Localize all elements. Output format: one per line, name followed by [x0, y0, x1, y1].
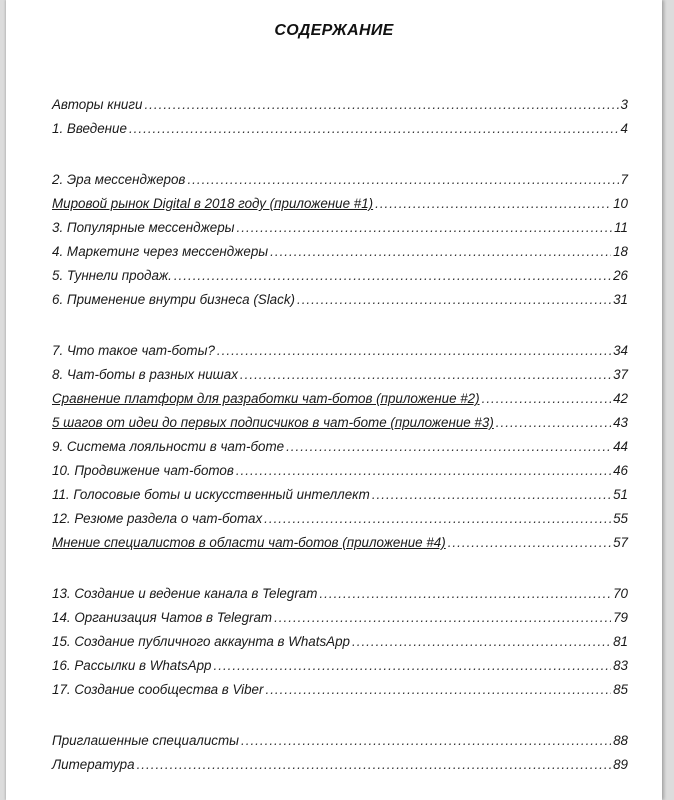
- toc-entry: [52, 511, 628, 531]
- dot-leader: [264, 511, 611, 526]
- toc-page-number: 79: [613, 610, 628, 625]
- toc-page-number: 42: [613, 391, 628, 406]
- toc-entry: [52, 487, 628, 507]
- toc-entry-label: 17. Создание сообщества в Viber: [52, 682, 264, 697]
- toc-page-number: 4: [620, 121, 628, 136]
- toc-entry-label: 5. Туннели продаж.: [52, 268, 172, 283]
- dot-leader: [240, 367, 611, 382]
- toc-page-number: 18: [613, 244, 628, 259]
- toc-entry-label: 5 шагов от идеи до первых подписчиков в чат-боте (приложение #3): [52, 415, 494, 430]
- dot-leader: [496, 415, 611, 430]
- toc-entry: [52, 244, 628, 264]
- toc-entry-label: Мировой рынок Digital в 2018 году (приложение #1): [52, 196, 374, 211]
- toc-entry: [52, 220, 628, 240]
- toc-page-number: 34: [613, 343, 628, 358]
- toc-page-number: 37: [613, 367, 628, 382]
- toc-entry-label: 10. Продвижение чат-ботов: [52, 463, 234, 478]
- toc-entry: [52, 682, 628, 702]
- toc-link-entry[interactable]: [52, 415, 628, 435]
- toc-entry-label: 9. Система лояльности в чат-боте: [52, 439, 285, 454]
- toc-entry-label: 14. Организация Чатов в Telegram: [52, 610, 273, 625]
- toc-entry: [52, 610, 628, 630]
- toc-page-number: 3: [620, 97, 628, 112]
- page-title: СОДЕРЖАНИЕ: [274, 22, 394, 39]
- dot-leader: [482, 391, 612, 406]
- dot-leader: [241, 733, 611, 748]
- toc-entry: [52, 439, 628, 459]
- toc-entry: [52, 634, 628, 654]
- dot-leader: [270, 244, 611, 259]
- toc-entry-label: 3. Популярные мессенджеры: [52, 220, 235, 235]
- toc-page-number: 31: [613, 292, 628, 307]
- toc-entry-label: Авторы книги: [52, 97, 143, 112]
- toc-page-number: 46: [613, 463, 628, 478]
- toc-page-number: 70: [613, 586, 628, 601]
- toc-link-entry[interactable]: [52, 391, 628, 411]
- toc-entry-label: 8. Чат-боты в разных нишах: [52, 367, 238, 382]
- toc-page-number: 7: [620, 172, 628, 187]
- dot-leader: [286, 439, 611, 454]
- toc-entry: [52, 292, 628, 312]
- dot-leader: [237, 220, 613, 235]
- toc-entry: [52, 463, 628, 483]
- dot-leader: [265, 682, 611, 697]
- toc-page-number: 26: [613, 268, 628, 283]
- toc-entry: [52, 658, 628, 678]
- toc-page-number: 43: [613, 415, 628, 430]
- toc-page-number: 55: [613, 511, 628, 526]
- toc-entry-label: 16. Рассылки в WhatsApp: [52, 658, 212, 673]
- toc-entry: [52, 586, 628, 606]
- dot-leader: [274, 610, 611, 625]
- dot-leader: [319, 586, 611, 601]
- toc-entry-label: 7. Что такое чат-боты?: [52, 343, 215, 358]
- toc-page-number: 83: [613, 658, 628, 673]
- toc-entry-label: 15. Создание публичного аккаунта в WhatsApp: [52, 634, 350, 649]
- toc-page-number: 57: [613, 535, 628, 550]
- toc-entry: [52, 268, 628, 288]
- toc-entry-label: 2. Эра мессенджеров: [52, 172, 186, 187]
- toc-entry-label: 6. Применение внутри бизнеса (Slack): [52, 292, 295, 307]
- dot-leader: [217, 343, 611, 358]
- toc-entry: [52, 121, 628, 141]
- toc-entry-label: 13. Создание и ведение канала в Telegram: [52, 586, 318, 601]
- dot-leader: [174, 268, 611, 283]
- dot-leader: [187, 172, 618, 187]
- dot-leader: [375, 196, 611, 211]
- toc-entry-label: 12. Резюме раздела о чат-ботах: [52, 511, 263, 526]
- toc-entry: [52, 367, 628, 387]
- toc-entry-label: Сравнение платформ для разработки чат-ботов (приложение #2): [52, 391, 480, 406]
- toc-entry-label: 4. Маркетинг через мессенджеры: [52, 244, 269, 259]
- toc-page-number: 11: [614, 220, 628, 235]
- toc-page-number: 88: [613, 733, 628, 748]
- toc-entry: [52, 172, 628, 192]
- toc-entry: [52, 733, 628, 753]
- toc-entry: [52, 97, 628, 117]
- dot-leader: [297, 292, 611, 307]
- dot-leader: [214, 658, 612, 673]
- toc-page-number: 44: [613, 439, 628, 454]
- dot-leader: [129, 121, 619, 136]
- document-page: [6, 0, 662, 800]
- toc-link-entry[interactable]: [52, 196, 628, 216]
- toc-page-number: 10: [613, 196, 628, 211]
- toc-page-number: 51: [613, 487, 628, 502]
- dot-leader: [144, 97, 618, 112]
- toc-entry-label: Мнение специалистов в области чат-ботов (приложение #4): [52, 535, 446, 550]
- toc-entry-label: Литература: [52, 757, 135, 772]
- toc-entry: [52, 343, 628, 363]
- dot-leader: [448, 535, 611, 550]
- toc-entry-label: Приглашенные специалисты: [52, 733, 239, 748]
- dot-leader: [372, 487, 611, 502]
- toc-entry-label: 1. Введение: [52, 121, 127, 136]
- toc-page-number: 81: [613, 634, 628, 649]
- toc-entry-label: 11. Голосовые боты и искусственный интеллект: [52, 487, 370, 502]
- toc-entry: [52, 757, 628, 777]
- toc-page-number: 85: [613, 682, 628, 697]
- dot-leader: [236, 463, 611, 478]
- dot-leader: [352, 634, 611, 649]
- toc-link-entry[interactable]: [52, 535, 628, 555]
- dot-leader: [137, 757, 612, 772]
- toc-page-number: 89: [613, 757, 628, 772]
